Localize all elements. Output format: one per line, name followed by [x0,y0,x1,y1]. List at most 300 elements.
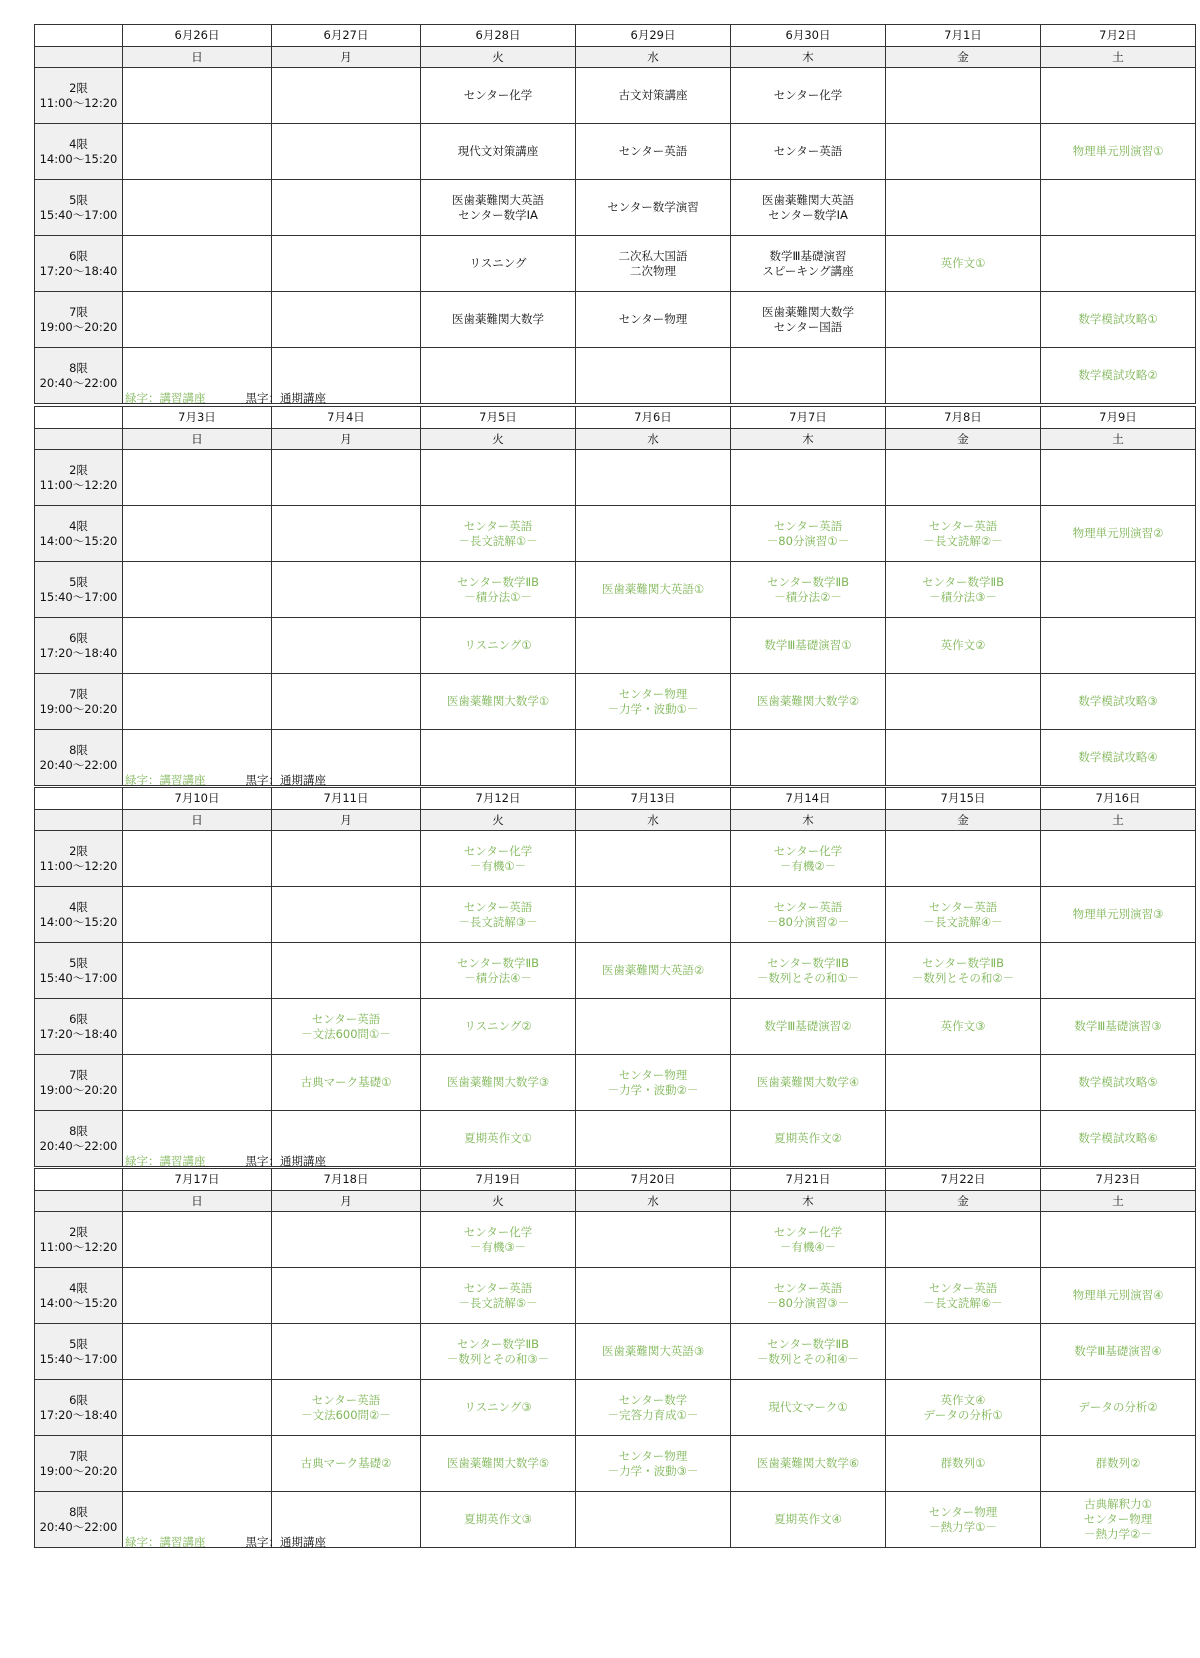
period-name: 7限 [69,1067,88,1082]
course-name: －80分演習②－ [766,914,850,929]
course-name: －長文読解⑥－ [923,1295,1003,1310]
class-cell [421,292,576,348]
weekday-header: 日 [123,47,272,68]
date-header: 7月10日 [123,788,272,810]
weekday-header: 木 [731,47,886,68]
course-name: センター物理 [618,1067,688,1082]
course-name: －数列とその和④－ [756,1351,860,1366]
course-name: センター数学ⅡB [921,955,1005,970]
period-time: 14:00～15:20 [39,914,118,929]
course-name: センター数学ⅠA [458,207,538,222]
class-cell [731,831,886,887]
course-name: －力学・波動②－ [607,1082,699,1097]
course-name: －力学・波動③－ [607,1463,699,1478]
course-name: －有機①－ [469,858,527,873]
period-name: 5限 [69,955,88,970]
course-name: －長文読解④－ [923,914,1003,929]
empty-cell [576,999,731,1055]
course-name: スピーキング講座 [762,263,854,278]
period-label [35,506,123,562]
class-cell [576,1324,731,1380]
date-header: 7月13日 [576,788,731,810]
course-name: センター英語 [463,518,533,533]
period-row [35,562,1196,618]
period-name: 7限 [69,1448,88,1463]
course-name: 英作文④ [940,1392,986,1407]
weekday-row [35,47,1196,68]
legend-black: 黒字：通期講座 [245,773,326,787]
class-cell [421,887,576,943]
course-name: 古文対策講座 [618,88,688,102]
course-name: 英作文③ [940,1019,986,1033]
class-cell [886,1492,1041,1548]
period-time: 11:00～12:20 [39,1239,118,1254]
class-cell [421,236,576,292]
course-name: センター化学 [773,843,843,858]
class-cell [1041,1268,1196,1324]
course-name: センター物理 [618,312,688,326]
period-name: 2限 [69,843,88,858]
class-cell [421,1436,576,1492]
period-name: 8限 [69,360,88,375]
legend-green: 緑字：講習講座 [125,1535,206,1549]
class-cell [421,68,576,124]
period-time: 15:40～17:00 [39,207,118,222]
week-table [34,787,1196,1167]
period-time: 17:20～18:40 [39,1407,118,1422]
class-cell [731,236,886,292]
class-cell [421,1055,576,1111]
course-name: －数列とその和③－ [446,1351,550,1366]
period-time: 19:00～20:20 [39,1082,118,1097]
course-name: センター英語 [928,518,998,533]
week-table [34,24,1196,404]
course-name: 数学Ⅲ基礎演習④ [1074,1344,1162,1358]
empty-cell [272,180,421,236]
class-cell [576,1055,731,1111]
course-name: センター化学 [463,1224,533,1239]
course-name: 夏期英作文③ [464,1512,532,1526]
class-cell [576,68,731,124]
course-name: リスニング [469,256,527,270]
empty-cell [886,124,1041,180]
period-name: 6限 [69,630,88,645]
course-name: 古典マーク基礎① [300,1075,392,1089]
empty-cell [576,348,731,404]
empty-cell [123,562,272,618]
empty-cell [1041,943,1196,999]
empty-cell [272,831,421,887]
class-cell [1041,887,1196,943]
date-header: 6月27日 [272,25,421,47]
date-header: 7月18日 [272,1169,421,1191]
weekday-header: 月 [272,47,421,68]
date-header: 7月4日 [272,407,421,429]
period-label [35,1055,123,1111]
weekday-header: 水 [576,47,731,68]
class-cell [886,943,1041,999]
period-row [35,1436,1196,1492]
empty-cell [1041,68,1196,124]
course-name: センター数学ⅡB [456,1336,540,1351]
course-name: 医歯薬難関大英語② [601,963,705,977]
period-time: 17:20～18:40 [39,263,118,278]
course-name: 群数列① [940,1456,986,1470]
class-cell [731,1324,886,1380]
empty-cell [123,831,272,887]
weekday-header: 金 [886,47,1041,68]
class-cell [731,68,886,124]
course-name: センター英語 [773,518,843,533]
empty-cell [576,1492,731,1548]
weekday-header: 火 [421,429,576,450]
weekday-header: 火 [421,810,576,831]
class-cell [1041,999,1196,1055]
empty-cell [1041,1212,1196,1268]
period-time: 15:40～17:00 [39,589,118,604]
class-cell [421,674,576,730]
empty-cell [123,506,272,562]
period-label [35,1436,123,1492]
course-name: －積分法②－ [774,589,842,604]
course-name: 数学Ⅲ基礎演習③ [1074,1019,1162,1033]
week-block [34,1168,1168,1548]
week-block [34,787,1168,1167]
class-cell [731,887,886,943]
course-name: 二次私大国語 [618,248,688,263]
weekday-header: 日 [123,1191,272,1212]
empty-cell [576,450,731,506]
empty-cell [886,180,1041,236]
empty-cell [272,124,421,180]
empty-cell [421,450,576,506]
course-name: 数学模試攻略⑤ [1078,1075,1158,1089]
class-cell [1041,730,1196,786]
period-row [35,68,1196,124]
empty-cell [123,68,272,124]
empty-cell [272,618,421,674]
empty-cell [272,1268,421,1324]
empty-cell [886,730,1041,786]
period-label [35,730,123,786]
period-label [35,831,123,887]
empty-cell [1041,562,1196,618]
date-header: 7月16日 [1041,788,1196,810]
weekday-header: 土 [1041,429,1196,450]
period-name: 4限 [69,518,88,533]
course-name: センター数学 [618,1392,688,1407]
empty-cell [272,236,421,292]
course-name: －熱力学②－ [1084,1527,1152,1541]
empty-cell [123,1268,272,1324]
course-name: センター数学ⅡB [766,574,850,589]
course-name: 古典解釈力① [1084,1497,1152,1511]
weekday-header: 土 [1041,810,1196,831]
period-time: 11:00～12:20 [39,477,118,492]
class-cell [731,292,886,348]
week-table [34,1168,1196,1548]
empty-cell [421,730,576,786]
period-row [35,999,1196,1055]
course-name: 群数列② [1095,1456,1141,1470]
course-name: 現代文対策講座 [457,144,539,158]
course-name: －80分演習③－ [766,1295,850,1310]
date-header: 7月1日 [886,25,1041,47]
empty-cell [123,887,272,943]
empty-cell [272,674,421,730]
course-name: センター数学ⅡB [456,574,540,589]
course-name: －積分法①－ [464,589,532,604]
period-name: 8限 [69,1123,88,1138]
legend-green: 緑字：講習講座 [125,391,206,405]
legend [125,773,326,787]
course-name: 数学模試攻略③ [1078,694,1158,708]
course-name: センター英語 [773,144,843,158]
course-name: －熱力学①－ [929,1519,997,1534]
period-row [35,943,1196,999]
week-block [34,24,1168,404]
period-label [35,1380,123,1436]
empty-cell [123,1212,272,1268]
course-name: －長文読解⑤－ [458,1295,538,1310]
class-cell [421,1111,576,1167]
period-time: 15:40～17:00 [39,970,118,985]
period-row [35,236,1196,292]
period-row [35,1380,1196,1436]
empty-cell [731,450,886,506]
period-time: 15:40～17:00 [39,1351,118,1366]
class-cell [272,1380,421,1436]
course-name: －長文読解①－ [458,533,538,548]
class-cell [272,1055,421,1111]
period-label [35,1268,123,1324]
corner-cell [35,25,123,47]
empty-cell [123,292,272,348]
period-time: 20:40～22:00 [39,1138,118,1153]
period-row [35,1268,1196,1324]
course-name: リスニング② [464,1019,532,1033]
period-row [35,450,1196,506]
date-header: 7月20日 [576,1169,731,1191]
class-cell [731,674,886,730]
empty-cell [576,618,731,674]
course-name: 医歯薬難関大数学③ [446,1075,550,1089]
course-name: 数学Ⅲ基礎演習① [764,638,852,652]
course-name: 数学模試攻略④ [1078,750,1158,764]
weekday-header: 月 [272,429,421,450]
course-name: センター数学ⅡB [921,574,1005,589]
period-name: 5限 [69,1336,88,1351]
class-cell [886,506,1041,562]
date-header: 7月22日 [886,1169,1041,1191]
course-name: －積分法③－ [929,589,997,604]
period-name: 2限 [69,80,88,95]
course-name: センター数学ⅡB [456,955,540,970]
corner-cell [35,407,123,429]
course-name: 医歯薬難関大英語 [452,192,544,207]
class-cell [731,943,886,999]
class-cell [421,1380,576,1436]
class-cell [1041,506,1196,562]
class-cell [731,506,886,562]
weekday-row [35,1191,1196,1212]
weekday-header: 木 [731,429,886,450]
class-cell [886,887,1041,943]
course-name: －長文読解③－ [458,914,538,929]
period-row [35,618,1196,674]
period-name: 4限 [69,1280,88,1295]
date-header: 7月15日 [886,788,1041,810]
course-name: 数学Ⅲ基礎演習② [764,1019,852,1033]
legend-black: 黒字：通期講座 [245,1154,326,1168]
course-name: センター物理 [618,1448,688,1463]
course-name: －80分演習①－ [766,533,850,548]
class-cell [421,124,576,180]
weekday-header: 火 [421,1191,576,1212]
empty-cell [272,450,421,506]
date-header: 7月19日 [421,1169,576,1191]
weekday-header: 金 [886,429,1041,450]
empty-cell [272,68,421,124]
course-name: センター化学 [773,88,843,102]
class-cell [576,124,731,180]
legend-black: 黒字：通期講座 [245,391,326,405]
date-header: 7月3日 [123,407,272,429]
period-name: 5限 [69,574,88,589]
class-cell [731,180,886,236]
course-name: 数学模試攻略① [1078,312,1158,326]
empty-cell [123,674,272,730]
class-cell [886,562,1041,618]
class-cell [421,999,576,1055]
empty-cell [123,124,272,180]
course-name: －積分法④－ [464,970,532,985]
course-name: 古典マーク基礎② [300,1456,392,1470]
course-name: データの分析① [923,1407,1003,1422]
empty-cell [123,180,272,236]
period-time: 17:20～18:40 [39,1026,118,1041]
class-cell [731,1111,886,1167]
date-header: 7月6日 [576,407,731,429]
course-name: センター国語 [773,319,843,334]
period-label [35,999,123,1055]
empty-cell [123,1380,272,1436]
course-name: センター数学演習 [607,200,699,214]
course-name: リスニング① [464,638,532,652]
empty-cell [886,831,1041,887]
date-row [35,1169,1196,1191]
course-name: 医歯薬難関大英語 [762,192,854,207]
class-cell [886,1436,1041,1492]
period-label [35,887,123,943]
corner-cell [35,429,123,450]
course-name: 夏期英作文② [774,1131,842,1145]
empty-cell [886,1055,1041,1111]
weekday-header: 水 [576,810,731,831]
class-cell [421,618,576,674]
date-header: 7月23日 [1041,1169,1196,1191]
course-name: センター化学 [463,843,533,858]
empty-cell [1041,618,1196,674]
course-name: －数列とその和②－ [911,970,1015,985]
period-row [35,831,1196,887]
course-name: －有機③－ [469,1239,527,1254]
period-name: 6限 [69,1392,88,1407]
course-name: 医歯薬難関大英語① [601,582,705,596]
class-cell [731,1212,886,1268]
class-cell [886,1268,1041,1324]
date-header: 6月28日 [421,25,576,47]
date-header: 7月8日 [886,407,1041,429]
period-row [35,506,1196,562]
date-header: 7月14日 [731,788,886,810]
period-label [35,1212,123,1268]
date-row [35,788,1196,810]
course-name: －有機②－ [779,858,837,873]
period-name: 2限 [69,462,88,477]
course-name: センター物理 [928,1504,998,1519]
period-row [35,1324,1196,1380]
class-cell [421,180,576,236]
course-name: 医歯薬難関大英語③ [601,1344,705,1358]
weekday-header: 金 [886,1191,1041,1212]
period-name: 6限 [69,1011,88,1026]
course-name: センター物理 [1083,1512,1153,1526]
course-name: 物理単元別演習③ [1072,907,1164,921]
period-name: 8限 [69,742,88,757]
period-time: 20:40～22:00 [39,375,118,390]
empty-cell [272,887,421,943]
course-name: 医歯薬難関大数学② [756,694,860,708]
course-name: －力学・波動①－ [607,701,699,716]
period-label [35,450,123,506]
weekday-header: 土 [1041,1191,1196,1212]
period-label [35,180,123,236]
course-name: センター英語 [928,899,998,914]
legend [125,1154,326,1168]
corner-cell [35,810,123,831]
class-cell [576,1380,731,1436]
period-time: 20:40～22:00 [39,1519,118,1534]
empty-cell [123,618,272,674]
class-cell [421,831,576,887]
empty-cell [1041,236,1196,292]
legend [125,1535,326,1549]
period-time: 19:00～20:20 [39,701,118,716]
course-name: リスニング③ [464,1400,532,1414]
course-name: 医歯薬難関大数学 [452,312,544,326]
course-name: センター化学 [773,1224,843,1239]
weekday-header: 水 [576,429,731,450]
period-label [35,348,123,404]
course-name: センター物理 [618,686,688,701]
class-cell [731,124,886,180]
period-label [35,68,123,124]
period-time: 19:00～20:20 [39,1463,118,1478]
period-time: 20:40～22:00 [39,757,118,772]
empty-cell [576,1212,731,1268]
course-name: －有機④－ [779,1239,837,1254]
legend-black: 黒字：通期講座 [245,1535,326,1549]
date-header: 7月12日 [421,788,576,810]
empty-cell [123,1324,272,1380]
class-cell [1041,1436,1196,1492]
empty-cell [576,1268,731,1324]
empty-cell [886,1212,1041,1268]
empty-cell [1041,450,1196,506]
date-row [35,407,1196,429]
empty-cell [731,348,886,404]
